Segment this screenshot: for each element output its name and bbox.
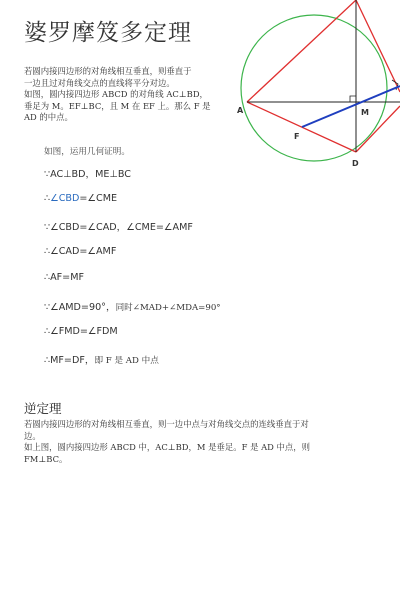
label-d: D — [352, 159, 359, 168]
step-note: 即 F 是 AD 中点 — [94, 356, 159, 367]
step-note: 同时∠MAD+∠MDA=90° — [115, 302, 221, 313]
highlighted-angle: ∠CBD — [50, 192, 80, 204]
converse-heading: 逆定理 — [24, 401, 62, 416]
theorem-statement — [24, 66, 234, 124]
converse-line: 如上图，圆内接四边形 ABCD 中，AC⊥BD，M 是垂足。F 是 AD 中点，则 — [24, 442, 311, 453]
step-text: ∵∠AMD=90°， — [44, 301, 116, 313]
converse-line: 边。 — [24, 430, 41, 441]
statement-line: AD 的中点。 — [24, 112, 73, 123]
step-prefix: ∴ — [44, 192, 51, 204]
step-text: ∵∠CBD=∠CAD，∠CME=∠AMF — [44, 222, 193, 234]
label-a: A — [237, 106, 244, 115]
proof-intro: 如图，运用几何证明。 — [44, 147, 130, 157]
statement-line: 垂足为 M。EF⊥BC，且 M 在 EF 上。那么 F 是 — [24, 100, 211, 111]
step-suffix: =∠CME — [79, 192, 118, 204]
proof-step — [44, 246, 384, 273]
statement-line: 如图，圆内接四边形 ABCD 的对角线 AC⊥BD， — [24, 89, 208, 100]
converse-statement — [24, 419, 376, 465]
converse-line: FM⊥BC。 — [24, 453, 68, 464]
proof-step — [44, 219, 384, 246]
step-text: ∴∠CAD=∠AMF — [44, 245, 117, 257]
step-text: ∵AC⊥BD，ME⊥BC — [44, 169, 131, 180]
statement-line: 若圆内接四边形的对角线相互垂直，则垂直于 — [24, 66, 192, 76]
step-text: ∴AF=MF — [44, 272, 85, 284]
label-m: M — [361, 108, 369, 117]
proof-step — [44, 193, 384, 220]
proof-step — [44, 166, 384, 193]
step-text: ∴MF=DF， — [44, 355, 95, 367]
proof-step — [44, 272, 384, 299]
statement-line: 一边且过对角线交点的直线将平分对边。 — [24, 77, 175, 88]
proof-step — [44, 352, 384, 379]
edge-ab — [247, 0, 356, 102]
label-f: F — [294, 132, 300, 141]
page-title: 婆罗摩笈多定理 — [24, 20, 192, 46]
step-text: ∴∠FMD=∠FDM — [44, 325, 118, 337]
proof-step — [44, 299, 384, 326]
converse-line: 若圆内接四边形的对角线相互垂直，则一边中点与对角线交点的连线垂直于对 — [24, 419, 309, 429]
right-angle-mark — [350, 96, 356, 102]
edge-bc — [356, 0, 400, 92]
proof-step — [44, 326, 384, 353]
proof-section — [44, 145, 384, 379]
